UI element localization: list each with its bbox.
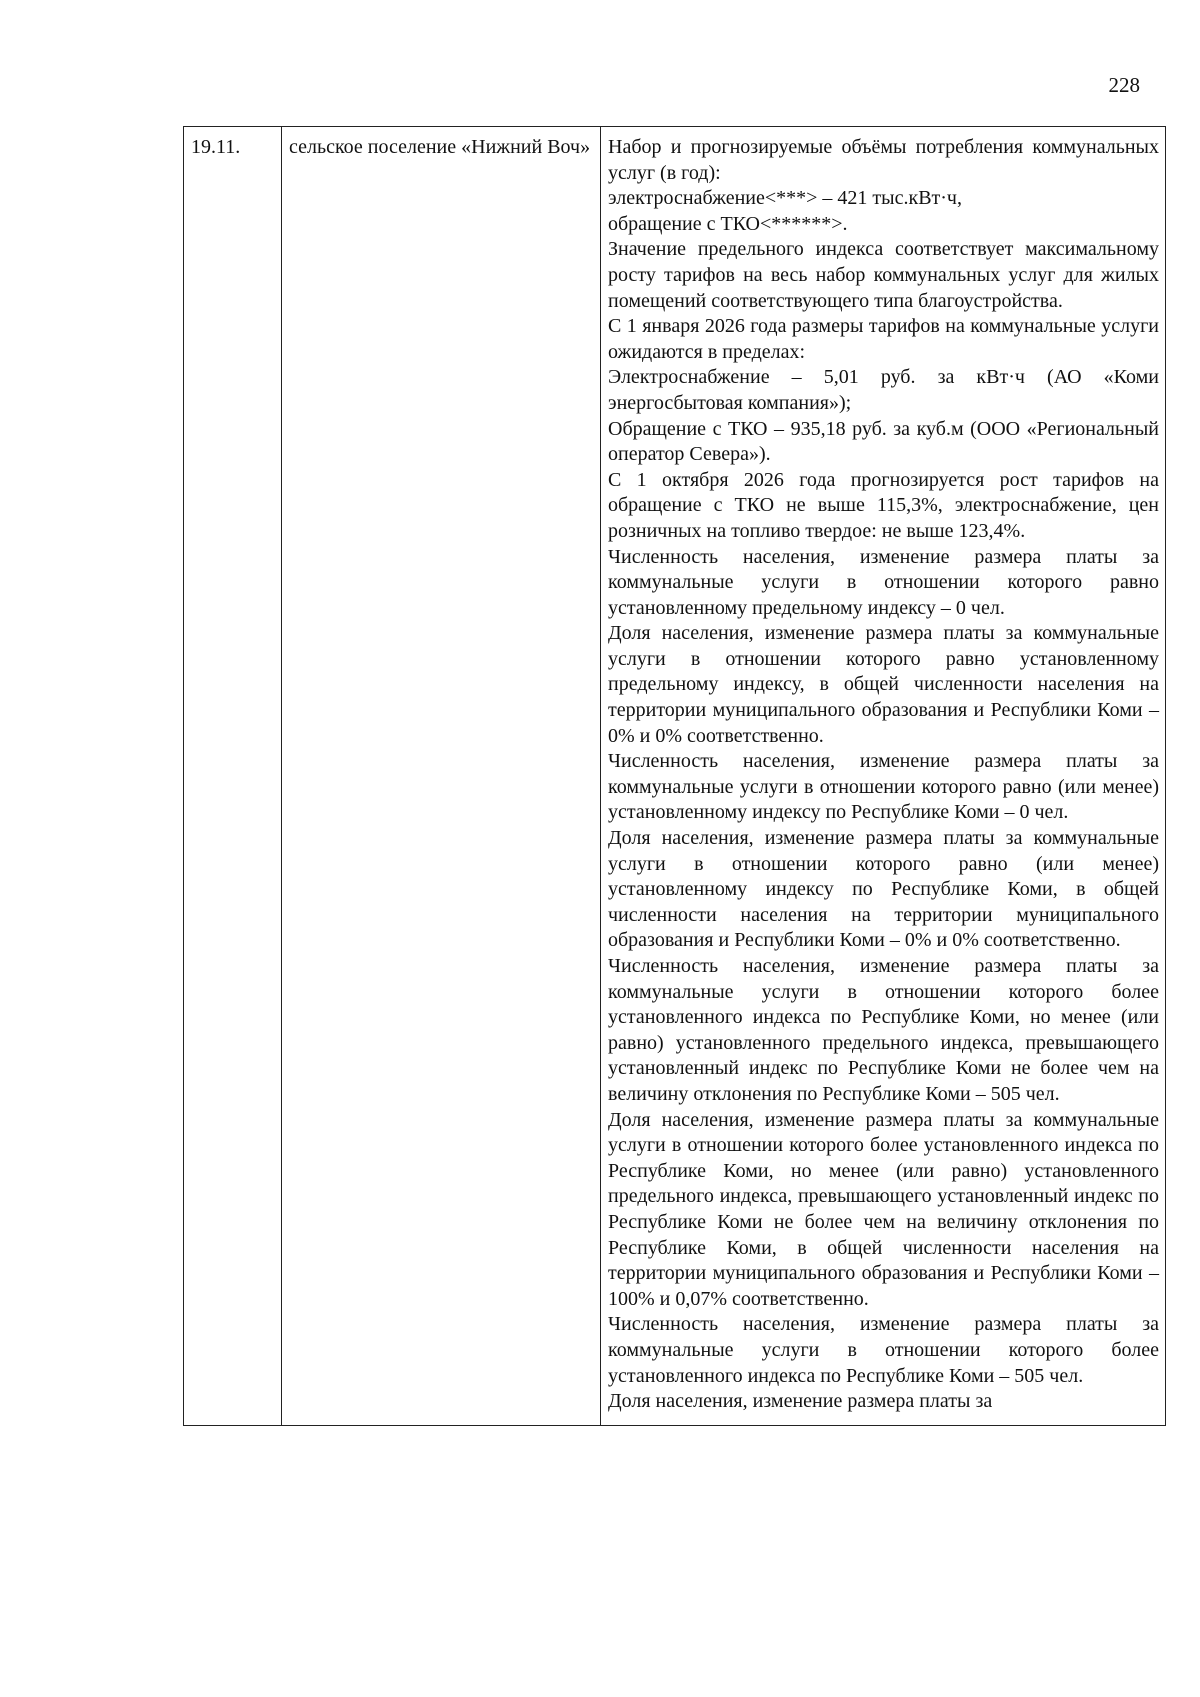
paragraph-waste-handling: обращение с ТКО<******>. (608, 212, 848, 235)
paragraph-population-above-regional: Численность населения, изменение размера платы за коммунальные услуги в отношении которого более установленного индекса по Республике Коми – 505 чел. (608, 1313, 1159, 1387)
paragraph-share-equal-regional: Доля населения, изменение размера платы за коммунальные услуги в отношении которого равно (или менее) установленному индексу по Республике Коми, в общей численности населения на территории муниципального образования и Республики Коми – 0% и 0% соответственно. (608, 827, 1159, 952)
description-cell (601, 127, 1166, 1426)
paragraph-electricity-volume: электроснабжение<***> – 421 тыс.кВт·ч, (608, 187, 962, 210)
settlement-name-cell (282, 127, 601, 1426)
page-number: 228 (1108, 73, 1140, 97)
paragraph-population-equal-regional: Численность населения, изменение размера платы за коммунальные услуги в отношении которого равно (или менее) установленному индексу по Республике Коми – 0 чел. (608, 750, 1159, 824)
row-number-cell (184, 127, 282, 1426)
paragraph-index-value: Значение предельного индекса соответствует максимальному росту тарифов на весь набор коммунальных услуг для жилых помещений соответствующего типа благоустройства. (608, 238, 1159, 312)
table-row (184, 127, 1166, 1426)
tariff-table (183, 126, 1166, 1426)
paragraph-share-equal-limit: Доля населения, изменение размера платы за коммунальные услуги в отношении которого равно установленному предельному индексу, в общей численности населения на территории муниципального образования и Республики Коми – 0% и 0% соответственно. (608, 622, 1159, 747)
paragraph-share-continued: Доля населения, изменение размера платы за (608, 1390, 993, 1413)
paragraph-population-between-indices: Численность населения, изменение размера платы за коммунальные услуги в отношении которого более установленного индекса по Республике Коми, но менее (или равно) установленного предельного индекса, превышающего установленный индекс по Республике Коми не более чем на величину отклонения по Республике Коми – 505 чел. (608, 955, 1159, 1105)
paragraph-services-set: Набор и прогнозируемые объёмы потребления коммунальных услуг (в год): (608, 136, 1159, 184)
paragraph-population-equal-limit: Численность населения, изменение размера платы за коммунальные услуги в отношении которого равно установленному предельному индексу – 0 чел. (608, 545, 1159, 619)
paragraph-tariffs-january: С 1 января 2026 года размеры тарифов на коммунальные услуги ожидаются в пределах: (608, 315, 1159, 363)
paragraph-share-between-indices: Доля населения, изменение размера платы за коммунальные услуги в отношении которого более установленного индекса по Республике Коми, но менее (или равно) установленного предельного индекса, превышающего установленный индекс по Республике Коми не более чем на величину отклонения по Республике Коми, в общей численности населения на территории муниципального образования и Республики Коми – 100% и 0,07% соответственно. (608, 1108, 1159, 1310)
row-number: 19.11. (191, 136, 241, 158)
paragraph-tariffs-october: С 1 октября 2026 года прогнозируется рост тарифов на обращение с ТКО не выше 115,3%, электроснабжение, цен розничных на топливо твердое: не выше 123,4%. (608, 468, 1159, 542)
paragraph-electricity-tariff: Электроснабжение – 5,01 руб. за кВт·ч (АО «Коми энергосбытовая компания»); (608, 366, 1159, 414)
paragraph-waste-tariff: Обращение с ТКО – 935,18 руб. за куб.м (ООО «Региональный оператор Севера»). (608, 417, 1159, 466)
settlement-name: сельское поселение «Нижний Воч» (289, 136, 591, 158)
